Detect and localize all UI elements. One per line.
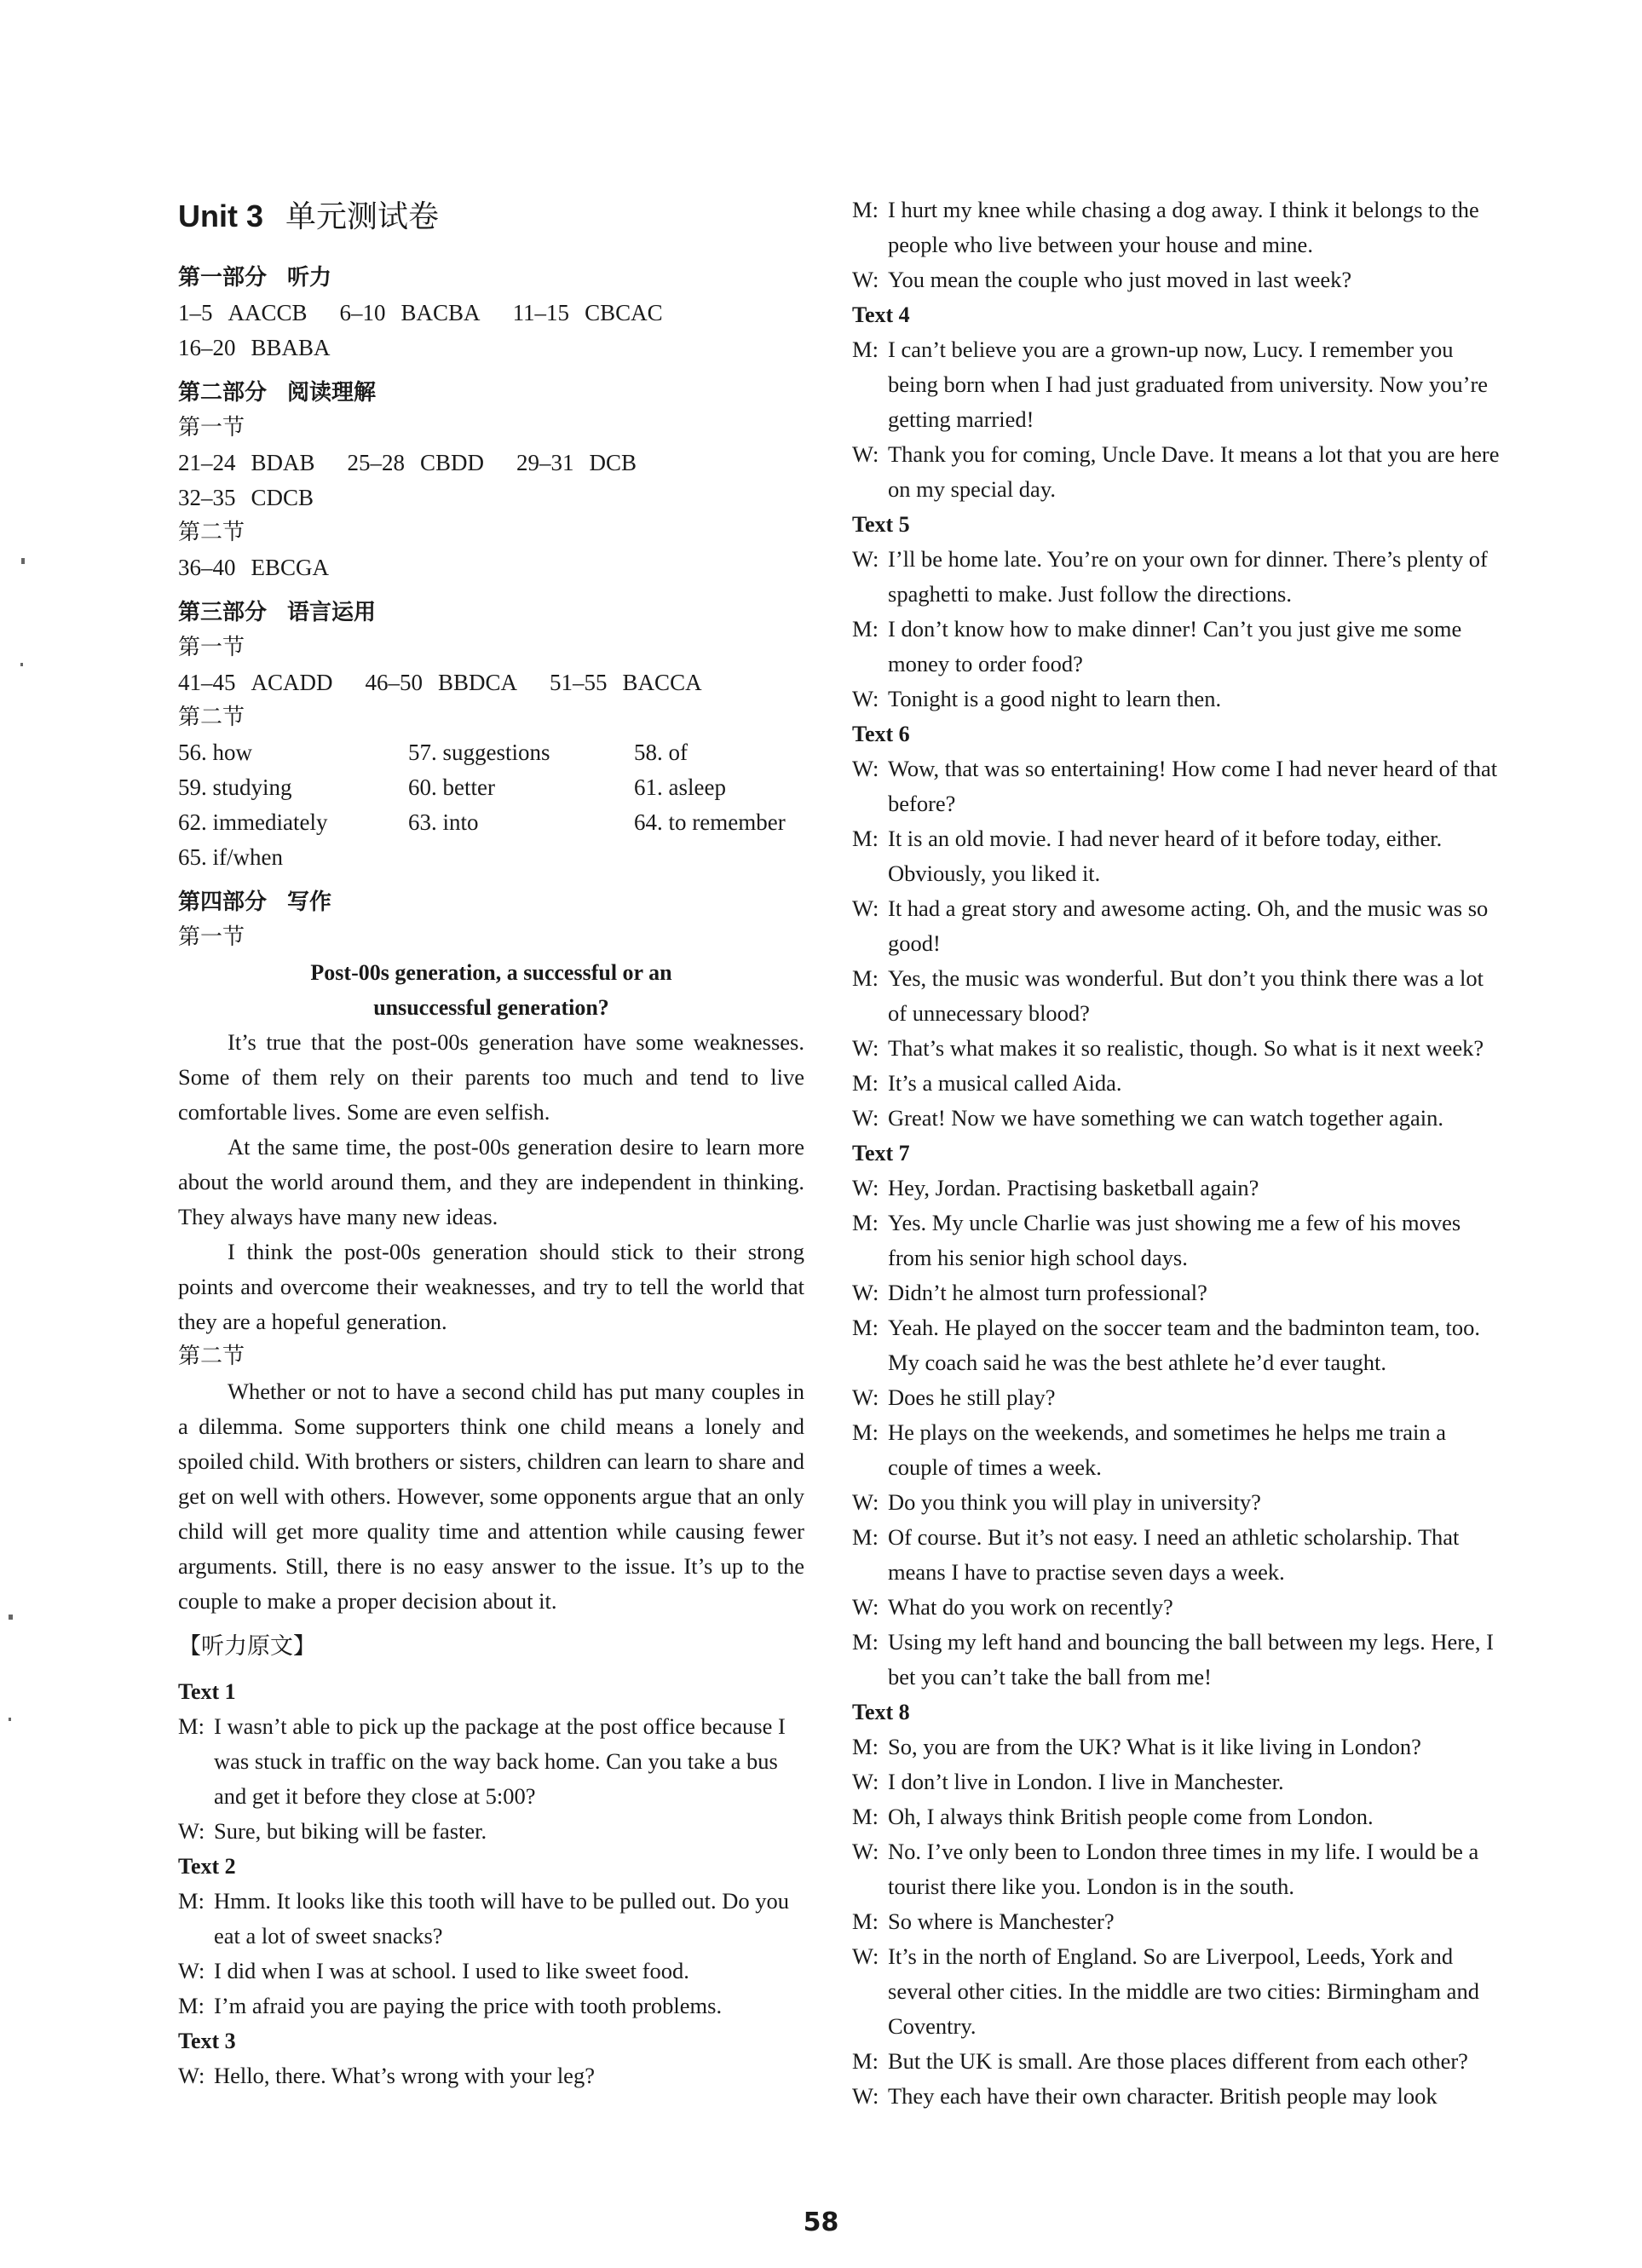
unit-title <box>178 198 804 235</box>
dialogue-text: It had a great story and awesome acting. Oh, and the music was so good! <box>888 895 1489 956</box>
answer-row <box>178 446 804 481</box>
speaker-label: W: <box>852 1489 879 1515</box>
dialogue-line <box>852 1625 1500 1695</box>
dialogue-text: I hurt my knee while chasing a dog away. I think it belongs to the people who live between your house and mine. <box>888 197 1479 257</box>
speaker-label: W: <box>852 1105 879 1131</box>
dialogue-text: It is an old movie. I had never heard of it before today, either. Obviously, you liked it. <box>888 826 1443 886</box>
dialogue-text: He plays on the weekends, and sometimes he helps me train a couple of times a week. <box>888 1419 1446 1480</box>
speaker-label: W: <box>852 441 879 467</box>
blank-answer: 59. studying <box>178 774 292 800</box>
speaker-label: W: <box>852 1384 879 1410</box>
part3-heading: 第三部分 语言运用 <box>178 600 377 625</box>
speaker-label: W: <box>852 1839 879 1864</box>
speaker-label: W: <box>178 2063 205 2088</box>
dialogue-text: Sure, but biking will be faster. <box>214 1818 487 1844</box>
blank-answers-grid <box>178 735 804 875</box>
dialogue-text: Does he still play? <box>888 1384 1056 1410</box>
speaker-label: M: <box>852 616 879 642</box>
dialogue-text: So, you are from the UK? What is it like living in London? <box>888 1734 1421 1759</box>
speaker-label: M: <box>178 1713 205 1739</box>
question-range: 21–24 <box>178 450 236 475</box>
essay-paragraph: It’s true that the post-00s generation have some weaknesses. Some of them rely on their parents too much and tend to live comfortable lives. Some are even selfish. <box>178 1029 804 1125</box>
dialogue-text: That’s what makes it so realistic, though. So what is it next week? <box>888 1035 1484 1061</box>
answer-letters: BDAB <box>251 450 315 475</box>
speaker-label: W: <box>852 756 879 781</box>
dialogue-text: Yes, the music was wonderful. But don’t you think there was a lot of unnecessary blood? <box>888 965 1484 1026</box>
dialogue-line <box>852 1275 1500 1310</box>
dialogue-line <box>852 1799 1500 1834</box>
answer-letters: BBDCA <box>438 670 518 695</box>
speaker-label: W: <box>852 2083 879 2109</box>
listening-script-heading: 【听力原文】 <box>178 1633 316 1660</box>
question-range: 16–20 <box>178 335 236 360</box>
question-range: 32–35 <box>178 485 236 510</box>
dialogue-line <box>178 1884 804 1954</box>
dialogue-line <box>852 1066 1500 1101</box>
dialogue-line <box>852 2044 1500 2079</box>
unit-title-text: 单元测试卷 <box>285 199 440 233</box>
answer-row <box>178 331 804 366</box>
question-range: 46–50 <box>365 670 423 695</box>
answer-letters: CBDD <box>420 450 485 475</box>
dialogue-line <box>178 2058 804 2093</box>
blank-answer: 60. better <box>408 774 495 800</box>
dialogue-text: Tonight is a good night to learn then. <box>888 686 1222 711</box>
dialogue-text: They each have their own character. British people may look <box>888 2083 1437 2109</box>
speaker-label: W: <box>852 1943 879 1969</box>
dialogue-text: Yeah. He played on the soccer team and the badminton team, too. My coach said he was the best athlete he’d ever taught. <box>888 1315 1480 1375</box>
part1-answers <box>178 296 804 366</box>
part4-section1: 第一节 <box>178 924 245 950</box>
dialogue-text: Hmm. It looks like this tooth will have to be pulled out. Do you eat a lot of sweet snacks? <box>214 1888 789 1949</box>
dialogue-text: Yes. My uncle Charlie was just showing me a few of his moves from his senior high school days. <box>888 1210 1461 1270</box>
listening-text-title: Text 2 <box>178 1854 236 1879</box>
dialogue-text: Of course. But it’s not easy. I need an athletic scholarship. That means I have to practise seven days a week. <box>888 1524 1460 1585</box>
listening-texts-right <box>852 297 1500 2114</box>
page-number: 58 <box>803 2208 839 2237</box>
question-range: 36–40 <box>178 555 236 580</box>
speaker-label: M: <box>852 197 879 222</box>
speaker-label: M: <box>852 1524 879 1550</box>
answer-letters: BACCA <box>622 670 702 695</box>
dialogue-text: Hello, there. What’s wrong with your leg? <box>214 2063 595 2088</box>
part2-heading: 第二部分 阅读理解 <box>178 380 377 406</box>
dialogue-text: I don’t know how to make dinner! Can’t you just give me some money to order food? <box>888 616 1462 676</box>
speaker-label: M: <box>852 826 879 851</box>
speaker-label: W: <box>852 546 879 572</box>
speaker-label: W: <box>178 1818 205 1844</box>
answer-letters: BACBA <box>400 300 481 325</box>
essay-paragraph: I think the post-00s generation should stick to their strong points and overcome their weaknesses, and try to tell the world that they are a hopeful generation. <box>178 1239 804 1334</box>
essay-1-body <box>178 1025 804 1339</box>
listening-text-title: Text 4 <box>852 302 910 327</box>
dialogue-line <box>852 1904 1500 1939</box>
left-column <box>178 198 804 2093</box>
dialogue-text: Hey, Jordan. Practising basketball again? <box>888 1175 1259 1200</box>
blank-answer: 61. asleep <box>634 774 726 800</box>
speaker-label: W: <box>852 1280 879 1305</box>
speaker-label: M: <box>852 1629 879 1655</box>
dialogue-line <box>852 193 1500 262</box>
listening-text-title: Text 7 <box>852 1141 910 1166</box>
answer-letters: CBCAC <box>585 300 663 325</box>
listening-text-title: Text 8 <box>852 1700 910 1724</box>
dialogue-text: I don’t live in London. I live in Manchester. <box>888 1769 1284 1794</box>
dialogue-text: Using my left hand and bouncing the ball between my legs. Here, I bet you can’t take the ball from me! <box>888 1629 1494 1689</box>
dialogue-line <box>852 821 1500 891</box>
dialogue-line <box>852 542 1500 612</box>
part4-section2: 第二节 <box>178 1344 245 1369</box>
dialogue-line <box>178 1989 804 2023</box>
dialogue-line <box>852 961 1500 1031</box>
dialogue-line <box>852 1485 1500 1520</box>
speaker-label: W: <box>852 686 879 711</box>
part2-answers-1 <box>178 446 804 515</box>
dialogue-line <box>852 1206 1500 1275</box>
dialogue-line <box>852 612 1500 682</box>
speaker-label: M: <box>852 1804 879 1829</box>
speaker-label: M: <box>852 1315 879 1340</box>
speaker-label: M: <box>852 965 879 991</box>
dialogue-line <box>852 1590 1500 1625</box>
unit-number: Unit 3 <box>178 199 264 233</box>
dialogue-text: I’m afraid you are paying the price with tooth problems. <box>214 1993 723 2018</box>
listening-text-title: Text 1 <box>178 1679 236 1704</box>
dialogue-line <box>852 1730 1500 1764</box>
dialogue-text: Oh, I always think British people come from London. <box>888 1804 1374 1829</box>
text3-continued <box>852 193 1500 297</box>
part1-heading: 第一部分 听力 <box>178 265 332 291</box>
speaker-label: M: <box>178 1888 205 1914</box>
dialogue-text: It’s a musical called Aida. <box>888 1070 1122 1096</box>
speaker-label: M: <box>852 1210 879 1235</box>
speaker-label: M: <box>852 1908 879 1934</box>
answer-row <box>178 550 804 585</box>
dialogue-line <box>852 1939 1500 2044</box>
speaker-label: M: <box>178 1993 205 2018</box>
dialogue-text: I did when I was at school. I used to like sweet food. <box>214 1958 689 1983</box>
dialogue-text: So where is Manchester? <box>888 1908 1115 1934</box>
blank-answer: 63. into <box>408 809 479 835</box>
blank-answer: 65. if/when <box>178 844 283 870</box>
speaker-label: M: <box>852 1419 879 1445</box>
dialogue-line <box>178 1954 804 1989</box>
listening-text-title: Text 3 <box>178 2029 236 2053</box>
answer-row <box>178 296 804 331</box>
answer-letters: BBABA <box>251 335 331 360</box>
part3-section1: 第一节 <box>178 635 245 660</box>
scan-speck <box>21 558 25 564</box>
listening-text-title: Text 5 <box>852 512 910 537</box>
dialogue-line <box>852 1415 1500 1485</box>
dialogue-text: It’s in the north of England. So are Liverpool, Leeds, York and several other cities. In the middle are two cities: Birmingham and Coventry. <box>888 1943 1479 2039</box>
dialogue-text: Wow, that was so entertaining! How come I had never heard of that before? <box>888 756 1498 816</box>
speaker-label: W: <box>852 895 879 921</box>
blank-answer: 64. to remember <box>634 809 786 835</box>
scan-speck <box>9 1718 11 1721</box>
speaker-label: M: <box>852 1070 879 1096</box>
dialogue-line <box>852 1171 1500 1206</box>
dialogue-line <box>852 682 1500 717</box>
blank-answer: 62. immediately <box>178 809 328 835</box>
dialogue-text: I can’t believe you are a grown-up now, Lucy. I remember you being born when I had just graduated from university. Now you’re getting married! <box>888 337 1489 432</box>
scan-speck <box>20 663 23 666</box>
question-range: 41–45 <box>178 670 236 695</box>
essay-title-line1: Post-00s generation, a successful or an <box>310 960 672 985</box>
dialogue-text: You mean the couple who just moved in last week? <box>888 267 1352 292</box>
dialogue-line <box>852 1520 1500 1590</box>
dialogue-line <box>852 1310 1500 1380</box>
part3-section2: 第二节 <box>178 705 245 730</box>
blank-answer: 57. suggestions <box>408 740 550 765</box>
essay-title-line2: unsuccessful generation? <box>373 995 609 1020</box>
part4-heading: 第四部分 写作 <box>178 889 332 915</box>
speaker-label: W: <box>852 1594 879 1620</box>
question-range: 11–15 <box>512 300 570 325</box>
dialogue-line <box>852 437 1500 507</box>
question-range: 1–5 <box>178 300 213 325</box>
dialogue-line <box>852 1031 1500 1066</box>
dialogue-line <box>852 1764 1500 1799</box>
question-range: 6–10 <box>339 300 386 325</box>
part3-answers-1 <box>178 665 804 700</box>
essay-paragraph: Whether or not to have a second child has put many couples in a dilemma. Some supporters think one child means a lonely and spoiled child. With brothers or sisters, children can learn to share and get on well with others. However, some opponents argue that an only child will get more quality time and attention while causing fewer arguments. Still, there is no easy answer to the issue. It’s up to the couple to make a proper decision about it. <box>178 1379 804 1614</box>
part2-answers-2 <box>178 550 804 585</box>
dialogue-line <box>852 1380 1500 1415</box>
speaker-label: M: <box>852 1734 879 1759</box>
speaker-label: W: <box>852 1035 879 1061</box>
speaker-label: W: <box>852 1175 879 1200</box>
dialogue-text: What do you work on recently? <box>888 1594 1173 1620</box>
answer-letters: CDCB <box>251 485 314 510</box>
dialogue-text: I’ll be home late. You’re on your own for dinner. There’s plenty of spaghetti to make. Just follow the directions. <box>888 546 1488 607</box>
dialogue-line <box>852 891 1500 961</box>
answer-row <box>178 481 804 515</box>
dialogue-text: But the UK is small. Are those places different from each other? <box>888 2048 1468 2074</box>
speaker-label: W: <box>852 1769 879 1794</box>
dialogue-text: Great! Now we have something we can watch together again. <box>888 1105 1443 1131</box>
dialogue-line <box>852 262 1500 297</box>
dialogue-line <box>178 1709 804 1814</box>
right-column <box>852 193 1500 2114</box>
speaker-label: W: <box>852 267 879 292</box>
question-range: 29–31 <box>516 450 574 475</box>
dialogue-line <box>852 332 1500 437</box>
answer-letters: ACADD <box>251 670 333 695</box>
dialogue-text: I wasn’t able to pick up the package at the post office because I was stuck in traffic on the way back home. Can you take a bus and get it before they close at 5:00? <box>214 1713 786 1809</box>
dialogue-line <box>852 1834 1500 1904</box>
question-range: 25–28 <box>347 450 406 475</box>
listening-texts-left <box>178 1674 804 2093</box>
scan-speck <box>9 1615 13 1620</box>
answer-letters: EBCGA <box>251 555 330 580</box>
dialogue-line <box>852 1101 1500 1136</box>
dialogue-line <box>178 1814 804 1849</box>
dialogue-text: Didn’t he almost turn professional? <box>888 1280 1207 1305</box>
blank-answer: 58. of <box>634 740 688 765</box>
essay-paragraph: At the same time, the post-00s generation desire to learn more about the world around them, and they are independent in thinking. They always have many new ideas. <box>178 1134 804 1229</box>
dialogue-text: No. I’ve only been to London three times in my life. I would be a tourist there like you. London is in the south. <box>888 1839 1479 1899</box>
part2-section1: 第一节 <box>178 415 245 440</box>
part2-section2: 第二节 <box>178 520 245 545</box>
speaker-label: W: <box>178 1958 205 1983</box>
speaker-label: M: <box>852 2048 879 2074</box>
dialogue-line <box>852 751 1500 821</box>
essay-2-body <box>178 1374 804 1619</box>
dialogue-text: Do you think you will play in university? <box>888 1489 1261 1515</box>
question-range: 51–55 <box>550 670 608 695</box>
dialogue-text: Thank you for coming, Uncle Dave. It means a lot that you are here on my special day. <box>888 441 1500 502</box>
listening-text-title: Text 6 <box>852 722 910 746</box>
blank-answer: 56. how <box>178 740 252 765</box>
answer-letters: DCB <box>589 450 637 475</box>
answer-row <box>178 665 804 700</box>
speaker-label: M: <box>852 337 879 362</box>
dialogue-line <box>852 2079 1500 2114</box>
answer-letters: AACCB <box>228 300 308 325</box>
